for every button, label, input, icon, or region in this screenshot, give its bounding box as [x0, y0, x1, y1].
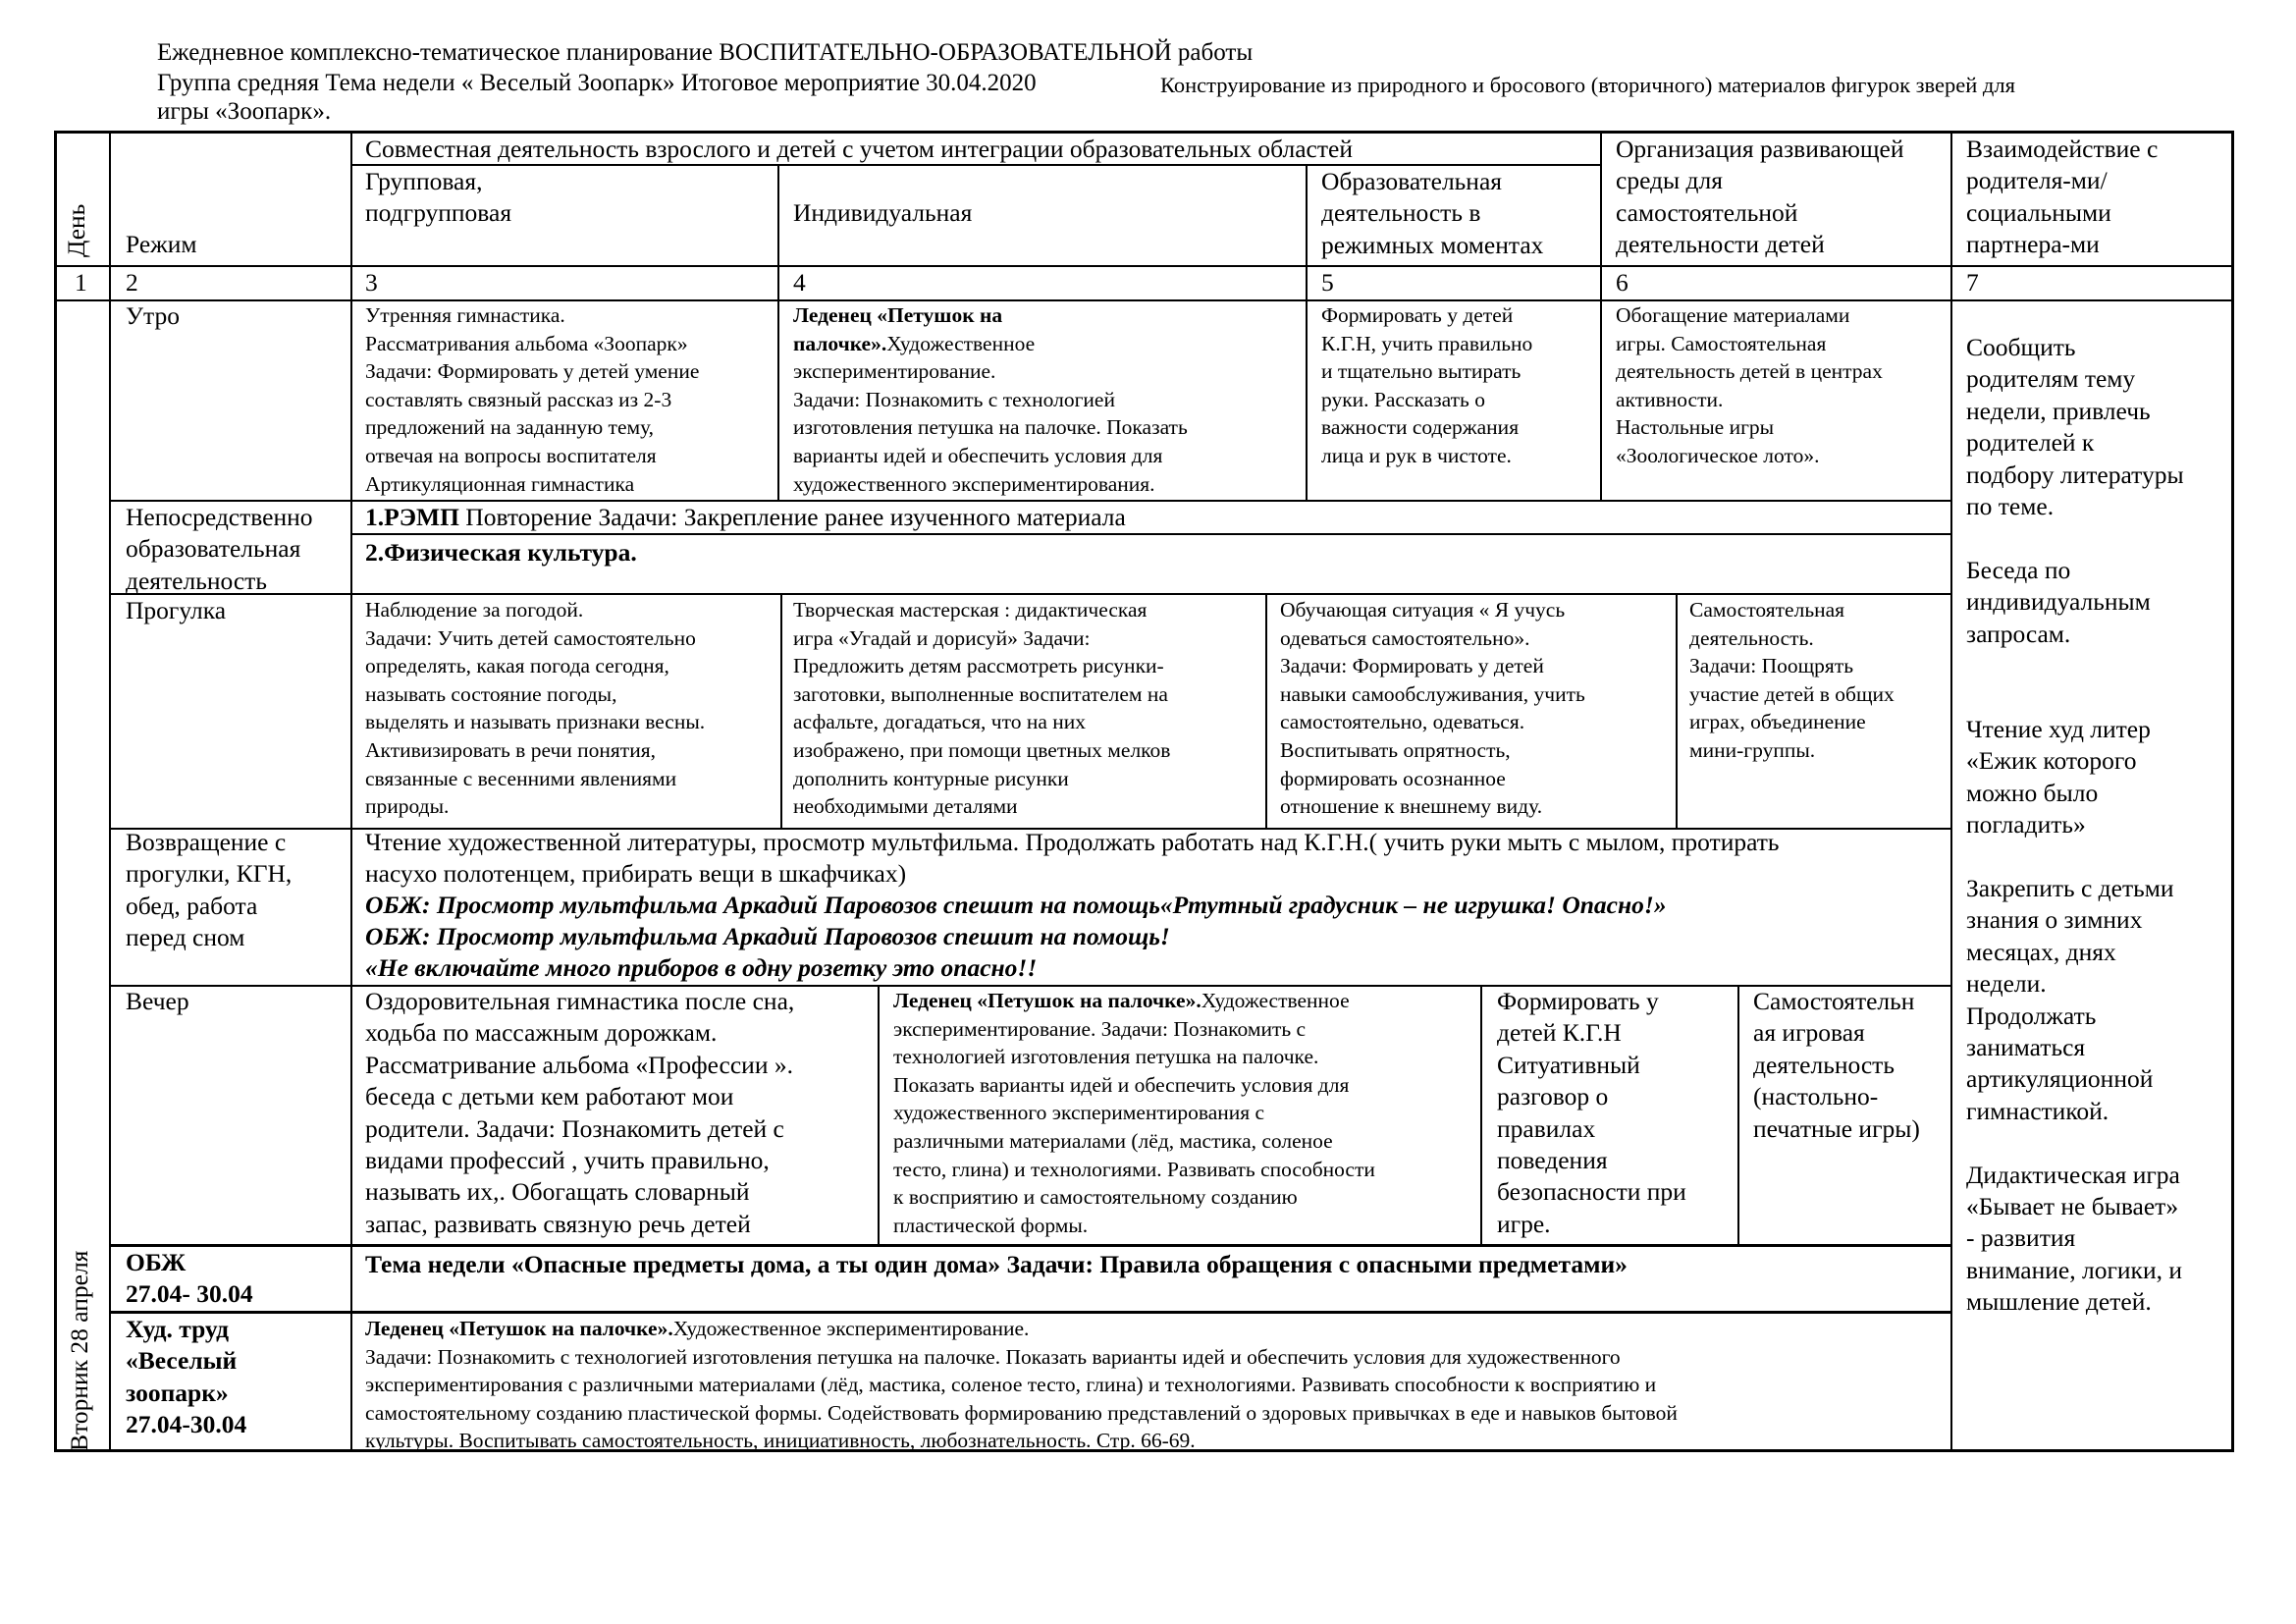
col-num-7: 7 [1966, 268, 1979, 297]
evening-edu: Формировать у детей К.Г.Н Ситуативный разговор о правилах поведения безопасности при игре. [1497, 987, 1686, 1238]
walk-observation: Наблюдение за погодой. Задачи: Учить детей самостоятельно определять, какая погода сегодня, называть состояние погоды, выделять и называть признаки весны. Активизировать в речи понятия, связанные с весенними явлениями природы. [365, 598, 706, 819]
evening-individual-text: Художественное экспериментирование. Задачи: Познакомить с технологией изготовления петушка на палочке. Показать варианты идей и обеспечить условия для художественного экспериментирования с различными материалами (лёд, мастика, соленое тесто, глина) и технологиями. Развивать способности к восприятию и самостоятельному созданию пластической формы. [893, 989, 1375, 1237]
craft-text [365, 1315, 1678, 1455]
col-num-6: 6 [1616, 268, 1629, 297]
morning-group: Утренняя гимнастика. Рассматривания альбома «Зоопарк» Задачи: Формировать у детей умение составлять связный рассказ из 2-3 предложений на заданную тему, отвечая на вопросы воспитателя Артикуляционная гимнастика [365, 303, 700, 496]
lollipop-title: Леденец «Петушок на палочке». [793, 303, 1003, 355]
final-event-line-end: игры «Зоопарк». [157, 98, 332, 125]
morning-regime: Утро [126, 301, 181, 330]
morning-environment: Обогащение материалами игры. Самостоятельная деятельность детей в центрах активности. Настольные игры «Зоологическое лото». [1616, 303, 1883, 467]
direct-line-2: 2.Физическая культура. [365, 538, 637, 567]
morning-individual-text: Художественное экспериментирование. Задачи: Познакомить с технологией изготовления петушка на палочке. Показать варианты идей и обеспечить условия для художественного экспериментирования. [793, 331, 1188, 496]
joint-activity-header: Совместная деятельность взрослого и детей с учетом интеграции образовательных областей [365, 135, 1353, 163]
evening-environment: Самостоятельн ая игровая деятельность (настольно- печатные игры) [1753, 987, 1920, 1143]
day-label: Вторник 28 апреля [65, 1250, 93, 1451]
final-event-line: Конструирование из природного и бросового (вторичного) материалов фигурок зверей для [1160, 73, 2015, 97]
group-theme-line: Группа средняя Тема недели « Веселый Зоопарк» Итоговое мероприятие 30.04.2020 [157, 70, 1037, 96]
math-text: Повторение Задачи: Закрепление ранее изученного материала [458, 503, 1126, 531]
regime-header: Режим [126, 230, 197, 258]
return-obzh-2: ОБЖ: Просмотр мультфильма Аркадий Паровозов спешит на помощь! [365, 922, 1170, 950]
morning-individual [793, 301, 1188, 498]
obzh-theme: Тема недели «Опасные предметы дома, а ты один дома» Задачи: Правила обращения с опасными предметами» [365, 1250, 1628, 1278]
craft-lollipop-title: Леденец «Петушок на палочке». [365, 1317, 673, 1340]
individual-header: Индивидуальная [793, 198, 973, 227]
return-obzh-3: «Не включайте много приборов в одну розетку это опасно!! [365, 953, 1038, 982]
craft-regime: Худ. труд «Веселый зоопарк» 27.04-30.04 [126, 1315, 247, 1439]
evening-regime: Вечер [126, 987, 189, 1015]
walk-creative: Творческая мастерская : дидактическая игра «Угадай и дорисуй» Задачи: Предложить детям рассмотреть рисунки- заготовки, выполненные воспитателем на асфальте, догадаться, что на них изображено, при помощи цветных мелков дополнить контурные рисунки необходимыми деталями [793, 598, 1171, 819]
parents-interaction: Сообщить родителям тему недели, привлечь родителей к подбору литературы по теме. Беседа по индивидуальным запросам. Чтение худ литер «Ежик которого можно было погладить» Закрепить с детьми знания о зимних месяцах, днях недели. Продолжать заниматься артикуляционной гимнастикой. Дидактическая игра «Бывает не бывает» - развития внимание, логики, и мышление детей. [1966, 333, 2184, 1317]
return-regime: Возвращение с прогулки, КГН, обед, работа перед сном [126, 828, 293, 952]
direct-line-1 [365, 502, 1126, 533]
obzh-regime: ОБЖ 27.04- 30.04 [126, 1248, 253, 1309]
craft-description: Художественное экспериментирование. Задачи: Познакомить с технологией изготовления петушка на палочке. Показать варианты идей и обеспечить условия для художественного экспериментирования с различными материалами (лёд, мастика, соленое тесто, глина) и технологиями. Развивать способности к восприятию и самостоятельному созданию пластической формы. Содействовать формированию представлений о здоровых привычках в еде и навыков бытовой культуры. Воспитывать самостоятельность, инициативность, любознательность. Стр. 66-69. [365, 1317, 1678, 1453]
walk-learning: Обучающая ситуация « Я учусь одеваться самостоятельно». Задачи: Формировать у детей навыки самообслуживания, учить самостоятельно, одеваться. Воспитывать опрятность, формировать осознанное отношение к внешнему виду. [1280, 598, 1585, 819]
return-obzh-1: ОБЖ: Просмотр мультфильма Аркадий Паровозов спешит на помощь«Ртутный градусник – не игрушка! Опасно!» [365, 891, 1667, 919]
col-num-5: 5 [1321, 268, 1334, 297]
walk-regime: Прогулка [126, 596, 227, 624]
col-num-2: 2 [126, 268, 138, 297]
group-header: Групповая, подгрупповая [365, 167, 512, 228]
col-num-1: 1 [75, 268, 87, 297]
environment-header: Организация развивающей среды для самостоятельной деятельности детей [1616, 135, 1904, 259]
evening-group: Оздоровительная гимнастика после сна, ходьба по массажным дорожкам. Рассматривание альбома «Профессии ». беседа с детьми кем работают мои родители. Задачи: Познакомить детей с видами профессий , учить правильно, называть их,. Обогащать словарный запас, развивать связную речь детей [365, 987, 795, 1238]
evening-individual [893, 987, 1375, 1239]
day-header: День [62, 203, 90, 257]
parents-header: Взаимодействие с родителя-ми/ социальными партнера-ми [1966, 135, 2159, 259]
doc-title: Ежедневное комплексно-тематическое планирование ВОСПИТАТЕЛЬНО-ОБРАЗОВАТЕЛЬНОЙ работы [157, 39, 1254, 66]
direct-regime: Непосредственно образовательная деятельность [126, 503, 313, 595]
col-num-4: 4 [793, 268, 806, 297]
math-label: 1.РЭМП [365, 503, 459, 531]
return-text: Чтение художественной литературы, просмотр мультфильма. Продолжать работать над К.Г.Н.( учить руки мыть с мылом, протирать насухо полотенцем, прибирать вещи в шкафчиках) [365, 828, 1780, 889]
col-num-3: 3 [365, 268, 378, 297]
edu-moments-header: Образовательная деятельность в режимных моментах [1321, 167, 1544, 259]
walk-independent: Самостоятельная деятельность. Задачи: Поощрять участие детей в общих играх, объединение мини-группы. [1689, 598, 1895, 762]
morning-edu: Формировать у детей К.Г.Н, учить правильно и тщательно вытирать руки. Рассказать о важности содержания лица и рук в чистоте. [1321, 303, 1533, 467]
evening-lollipop-title: Леденец «Петушок на палочке». [893, 989, 1201, 1012]
